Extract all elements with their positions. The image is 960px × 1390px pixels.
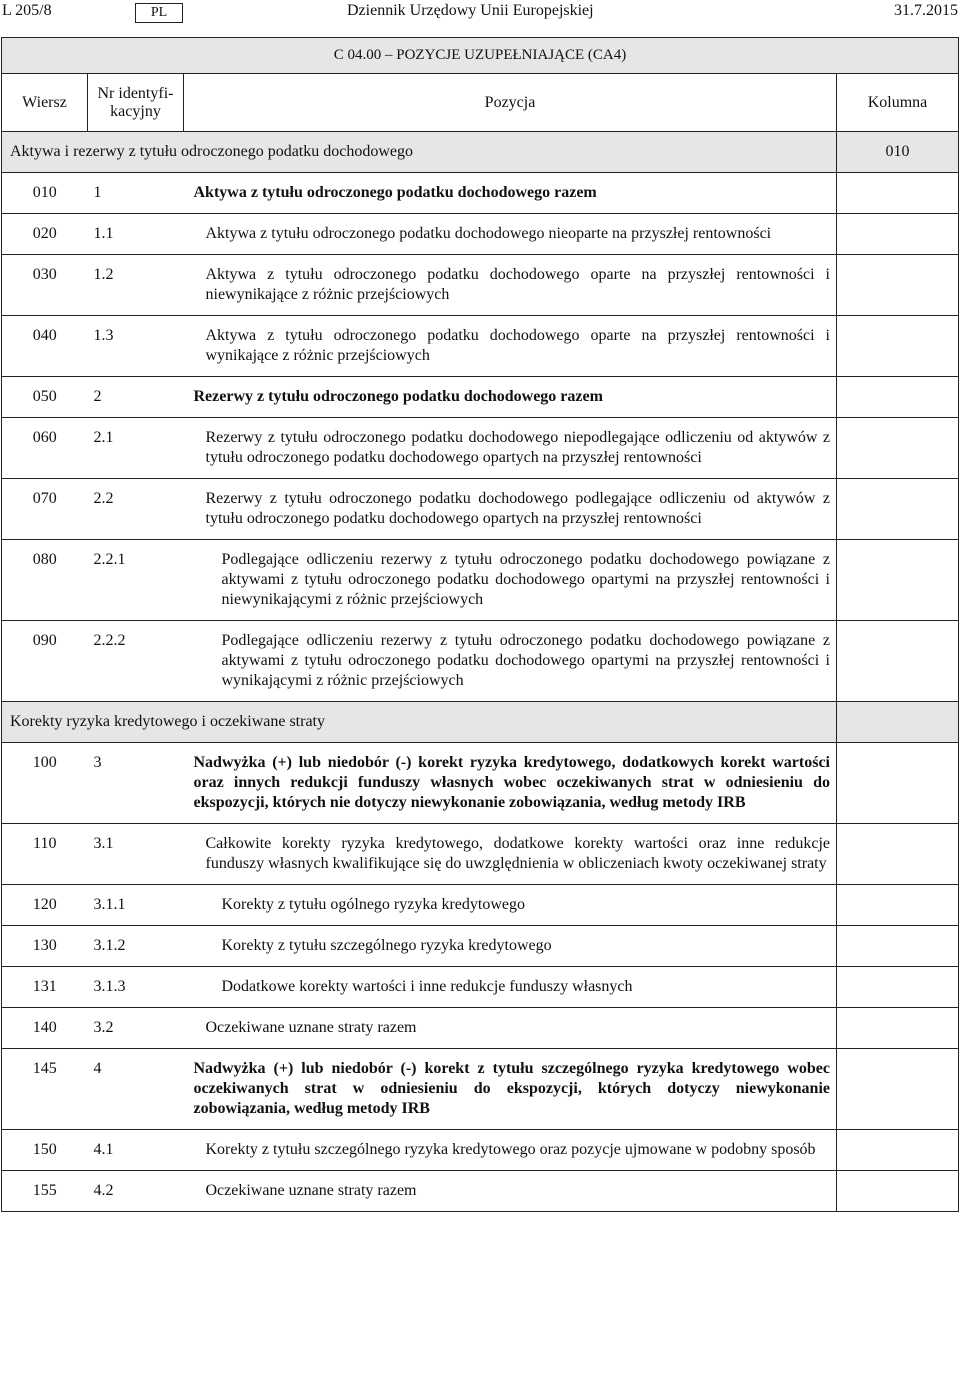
row-item-text: Aktywa z tytułu odroczonego podatku dochodowego oparte na przyszłej rentowności i wynikające z różnic przejściowych — [184, 316, 837, 377]
row-item-text: Aktywa z tytułu odroczonego podatku dochodowego razem — [184, 173, 837, 214]
section-label: Aktywa i rezerwy z tytułu odroczonego podatku dochodowego — [2, 132, 837, 173]
row-column-cell — [837, 824, 959, 885]
row-column-cell — [837, 967, 959, 1008]
row-identifier: 3.1.2 — [88, 926, 184, 967]
row-number: 120 — [2, 885, 88, 926]
row-column-cell — [837, 316, 959, 377]
row-identifier: 3 — [88, 743, 184, 824]
table-row — [2, 621, 959, 702]
row-item-text: Oczekiwane uznane straty razem — [184, 1008, 837, 1049]
row-item-text: Rezerwy z tytułu odroczonego podatku dochodowego niepodlegające odliczeniu od aktywów z tytułu odroczonego podatku dochodowego opartych na przyszłej rentowności — [184, 418, 837, 479]
header-pozycja: Pozycja — [184, 74, 837, 132]
row-number: 020 — [2, 214, 88, 255]
row-item-text: Całkowite korekty ryzyka kredytowego, dodatkowe korekty wartości oraz inne redukcje funduszy własnych kwalifikujące się do uwzględnienia w obliczeniach kwoty oczekiwanej straty — [184, 824, 837, 885]
table-row — [2, 885, 959, 926]
header-nr: Nr identyfi- kacyjny — [88, 74, 184, 132]
row-item-text: Aktywa z tytułu odroczonego podatku dochodowego oparte na przyszłej rentowności i niewynikające z różnic przejściowych — [184, 255, 837, 316]
table-row — [2, 255, 959, 316]
page-header — [0, 0, 960, 26]
row-item-text: Dodatkowe korekty wartości i inne redukcje funduszy własnych — [184, 967, 837, 1008]
table-row — [2, 743, 959, 824]
table-row — [2, 926, 959, 967]
row-item-text: Aktywa z tytułu odroczonego podatku dochodowego nieoparte na przyszłej rentowności — [184, 214, 837, 255]
row-number: 100 — [2, 743, 88, 824]
row-item-text: Korekty z tytułu ogólnego ryzyka kredytowego — [184, 885, 837, 926]
row-number: 050 — [2, 377, 88, 418]
row-number: 130 — [2, 926, 88, 967]
row-identifier: 1.3 — [88, 316, 184, 377]
row-number: 090 — [2, 621, 88, 702]
table-row — [2, 967, 959, 1008]
table-row — [2, 418, 959, 479]
row-column-cell — [837, 1049, 959, 1130]
row-identifier: 3.1.1 — [88, 885, 184, 926]
row-number: 110 — [2, 824, 88, 885]
row-number: 060 — [2, 418, 88, 479]
row-identifier: 1 — [88, 173, 184, 214]
column-header-row — [2, 74, 959, 132]
row-column-cell — [837, 255, 959, 316]
table-row — [2, 1049, 959, 1130]
row-identifier: 1.1 — [88, 214, 184, 255]
row-number: 010 — [2, 173, 88, 214]
row-identifier: 2.2.1 — [88, 540, 184, 621]
section-row — [2, 702, 959, 743]
section-row — [2, 132, 959, 173]
row-column-cell — [837, 621, 959, 702]
row-item-text: Rezerwy z tytułu odroczonego podatku dochodowego podlegające odliczeniu od aktywów z tytułu odroczonego podatku dochodowego opartych na przyszłej rentowności — [184, 479, 837, 540]
section-column-empty — [837, 702, 959, 743]
ca4-table — [1, 37, 959, 1212]
row-column-cell — [837, 1171, 959, 1212]
table-row — [2, 173, 959, 214]
row-column-cell — [837, 743, 959, 824]
table-row — [2, 1171, 959, 1212]
row-identifier: 4.2 — [88, 1171, 184, 1212]
row-number: 150 — [2, 1130, 88, 1171]
row-item-text: Nadwyżka (+) lub niedobór (-) korekt z tytułu szczególnego ryzyka kredytowego wobec oczekiwanych strat w odniesieniu do ekspozycji, których dotyczy niewykonanie zobowiązania, według metody IRB — [184, 1049, 837, 1130]
row-identifier: 4.1 — [88, 1130, 184, 1171]
row-number: 131 — [2, 967, 88, 1008]
row-item-text: Nadwyżka (+) lub niedobór (-) korekt ryzyka kredytowego, dodatkowych korekt wartości oraz innych redukcji funduszy własnych wobec oczekiwanych strat w odniesieniu do ekspozycji, których nie dotyczy niewykonanie zobowiązania, według metody IRB — [184, 743, 837, 824]
issue-number: L 205/8 — [2, 2, 52, 19]
table-row — [2, 1008, 959, 1049]
row-number: 145 — [2, 1049, 88, 1130]
row-number: 070 — [2, 479, 88, 540]
row-item-text: Korekty z tytułu szczególnego ryzyka kredytowego oraz pozycje ujmowane w podobny sposób — [184, 1130, 837, 1171]
row-column-cell — [837, 926, 959, 967]
table-title: C 04.00 – POZYCJE UZUPEŁNIAJĄCE (CA4) — [2, 38, 959, 74]
table-row — [2, 214, 959, 255]
row-column-cell — [837, 1008, 959, 1049]
row-identifier: 3.1.3 — [88, 967, 184, 1008]
row-column-cell — [837, 173, 959, 214]
table-row — [2, 540, 959, 621]
journal-title: Dziennik Urzędowy Unii Europejskiej — [347, 2, 594, 19]
section-label: Korekty ryzyka kredytowego i oczekiwane straty — [2, 702, 837, 743]
table-row — [2, 377, 959, 418]
row-column-cell — [837, 885, 959, 926]
row-identifier: 3.2 — [88, 1008, 184, 1049]
row-number: 040 — [2, 316, 88, 377]
row-identifier: 4 — [88, 1049, 184, 1130]
row-item-text: Oczekiwane uznane straty razem — [184, 1171, 837, 1212]
row-number: 155 — [2, 1171, 88, 1212]
header-kolumna: Kolumna — [837, 74, 959, 132]
table-row — [2, 316, 959, 377]
row-item-text: Rezerwy z tytułu odroczonego podatku dochodowego razem — [184, 377, 837, 418]
section-column-number: 010 — [837, 132, 959, 173]
document-table-wrapper — [1, 37, 958, 1212]
table-row — [2, 824, 959, 885]
row-identifier: 3.1 — [88, 824, 184, 885]
table-row — [2, 479, 959, 540]
row-number: 030 — [2, 255, 88, 316]
row-identifier: 1.2 — [88, 255, 184, 316]
row-identifier: 2.1 — [88, 418, 184, 479]
row-identifier: 2 — [88, 377, 184, 418]
header-wiersz: Wiersz — [2, 74, 88, 132]
row-number: 140 — [2, 1008, 88, 1049]
row-column-cell — [837, 1130, 959, 1171]
row-number: 080 — [2, 540, 88, 621]
row-column-cell — [837, 418, 959, 479]
row-identifier: 2.2 — [88, 479, 184, 540]
row-column-cell — [837, 479, 959, 540]
row-item-text: Podlegające odliczeniu rezerwy z tytułu odroczonego podatku dochodowego powiązane z aktywami z tytułu odroczonego podatku dochodowego opartymi na przyszłej rentowności i niewynikającymi z różnic przejściowych — [184, 540, 837, 621]
row-column-cell — [837, 540, 959, 621]
row-item-text: Podlegające odliczeniu rezerwy z tytułu odroczonego podatku dochodowego powiązane z aktywami z tytułu odroczonego podatku dochodowego opartymi na przyszłej rentowności i wynikającymi z różnic przejściowych — [184, 621, 837, 702]
publication-date: 31.7.2015 — [894, 2, 958, 19]
table-row — [2, 1130, 959, 1171]
row-item-text: Korekty z tytułu szczególnego ryzyka kredytowego — [184, 926, 837, 967]
row-identifier: 2.2.2 — [88, 621, 184, 702]
row-column-cell — [837, 377, 959, 418]
language-badge: PL — [135, 3, 183, 23]
row-column-cell — [837, 214, 959, 255]
